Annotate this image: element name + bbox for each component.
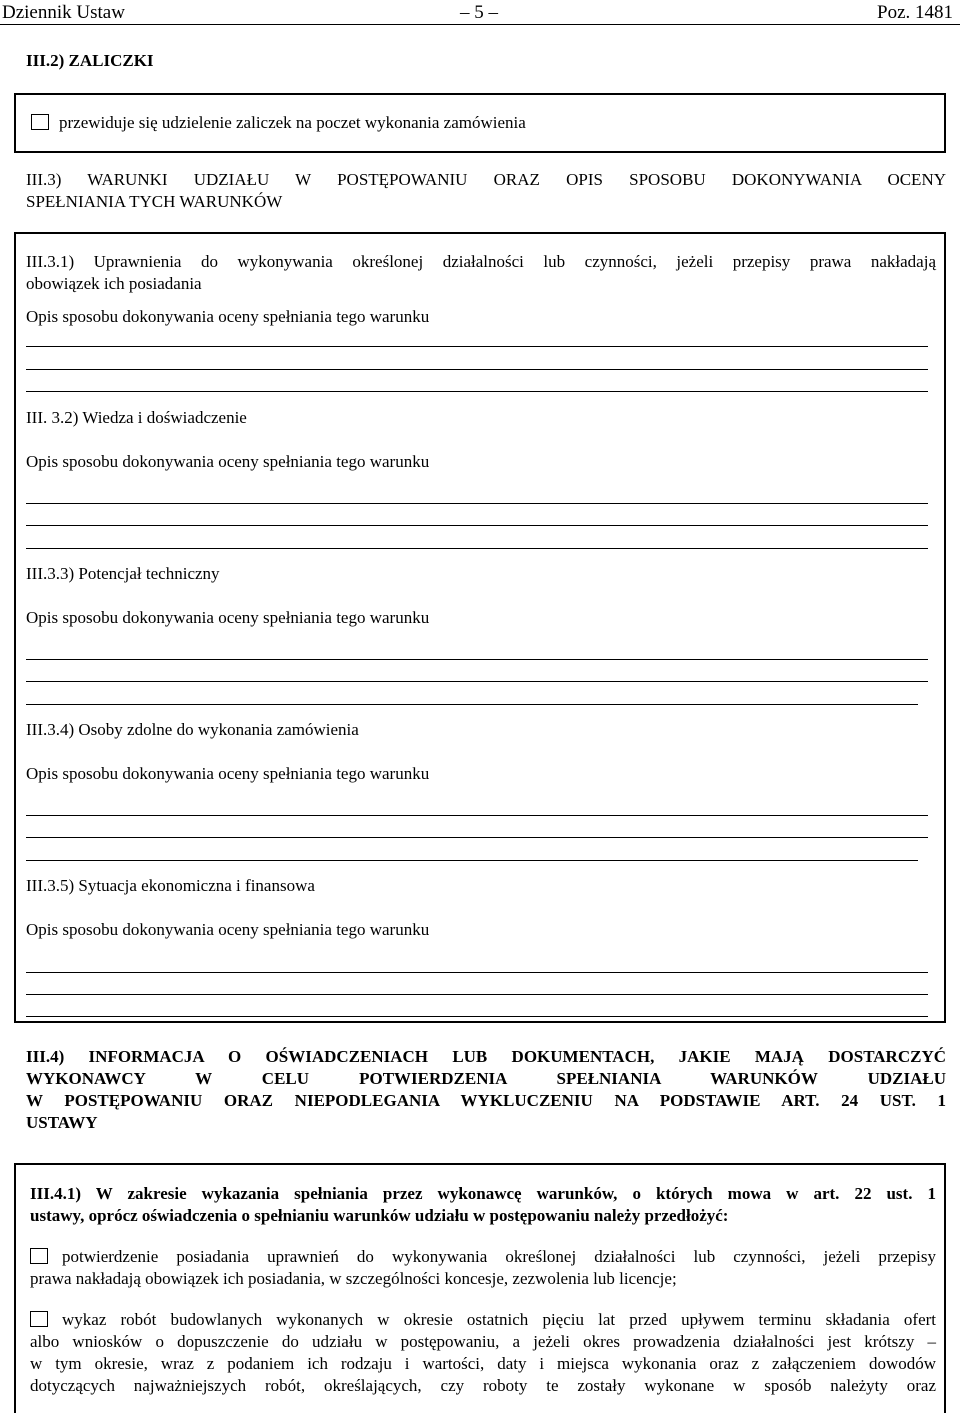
- statements-heading-line3: W POSTĘPOWANIU ORAZ NIEPODLEGANIA WYKLUCZENIU NA PODSTAWIE ART. 24 UST. 1: [26, 1091, 946, 1110]
- statements-heading-line1: III.4) INFORMACJA O OŚWIADCZENIACH LUB DOKUMENTACH, JAKIE MAJĄ DOSTARCZYĆ: [26, 1047, 946, 1066]
- answer-line[interactable]: [26, 972, 928, 973]
- answer-line[interactable]: [26, 815, 928, 816]
- page-number: – 5 –: [460, 2, 498, 23]
- condition-title-1-cont: obowiązek ich posiadania: [26, 274, 202, 293]
- opis-label: Opis sposobu dokonywania oceny spełniania tego warunku: [26, 764, 430, 783]
- advances-option[interactable]: [31, 112, 526, 134]
- condition-title-1: III.3.1) Uprawnienia do wykonywania określonej działalności lub czynności, jeżeli przepisy prawa nakładają: [26, 252, 936, 271]
- opis-label: Opis sposobu dokonywania oceny spełniania tego warunku: [26, 452, 430, 471]
- answer-line[interactable]: [26, 1016, 928, 1017]
- works-list-option-line4: dotyczących najważniejszych robót, określających, czy roboty te zostały wykonane w sposób należyty oraz: [30, 1376, 936, 1395]
- answer-line[interactable]: [26, 994, 928, 995]
- answer-line[interactable]: [26, 548, 928, 549]
- advances-checkbox-label: przewiduje się udzielenie zaliczek na poczet wykonania zamówienia: [59, 113, 526, 132]
- permit-option-line1: potwierdzenie posiadania uprawnień do wykonywania określonej działalności lub czynności, jeżeli przepisy: [62, 1247, 936, 1266]
- permit-checkbox[interactable]: [30, 1248, 48, 1264]
- works-list-checkbox[interactable]: [30, 1311, 48, 1327]
- condition-title-2: III. 3.2) Wiedza i doświadczenie: [26, 408, 247, 427]
- answer-line[interactable]: [26, 704, 918, 705]
- answer-line[interactable]: [26, 659, 928, 660]
- conditions-heading-line1: III.3) WARUNKI UDZIAŁU W POSTĘPOWANIU ORAZ OPIS SPOSOBU DOKONYWANIA OCENY: [26, 170, 946, 189]
- advances-checkbox[interactable]: [31, 114, 49, 130]
- statements-heading-line4: USTAWY: [26, 1113, 98, 1132]
- works-list-option-line1: wykaz robót budowlanych wykonanych w okresie ostatnich pięciu lat przed upływem terminu składania ofert: [62, 1310, 936, 1329]
- opis-label: Opis sposobu dokonywania oceny spełniania tego warunku: [26, 920, 430, 939]
- statements-subheading-line2: ustawy, oprócz oświadczenia o spełnianiu warunków udziału w postępowaniu należy przedłożyć:: [30, 1206, 729, 1225]
- advances-box: [14, 93, 946, 153]
- conditions-heading-line2: SPEŁNIANIA TYCH WARUNKÓW: [26, 192, 283, 211]
- answer-line[interactable]: [26, 525, 928, 526]
- works-list-option-line2: albo wniosków o dopuszczenie do udziału w postępowaniu, a jeżeli okres prowadzenia działalności jest krótszy –: [30, 1332, 936, 1351]
- permit-option-line2: prawa nakładają obowiązek ich posiadania, w szczególności koncesje, zezwolenia lub licencje;: [30, 1269, 677, 1288]
- answer-line[interactable]: [26, 346, 928, 347]
- journal-title: Dziennik Ustaw: [2, 2, 125, 23]
- statements-heading-line2: WYKONAWCY W CELU POTWIERDZENIA SPEŁNIANIA WARUNKÓW UDZIAŁU: [26, 1069, 946, 1088]
- opis-label: Opis sposobu dokonywania oceny spełniania tego warunku: [26, 608, 430, 627]
- condition-title-3: III.3.3) Potencjał techniczny: [26, 564, 220, 583]
- opis-label: Opis sposobu dokonywania oceny spełniania tego warunku: [26, 307, 430, 326]
- header-rule: [0, 24, 960, 25]
- position-number: Poz. 1481: [877, 2, 953, 23]
- answer-line[interactable]: [26, 681, 928, 682]
- condition-title-4: III.3.4) Osoby zdolne do wykonania zamówienia: [26, 720, 359, 739]
- answer-line[interactable]: [26, 391, 928, 392]
- answer-line[interactable]: [26, 860, 918, 861]
- answer-line[interactable]: [26, 837, 928, 838]
- condition-title-5: III.3.5) Sytuacja ekonomiczna i finansowa: [26, 876, 315, 895]
- answer-line[interactable]: [26, 503, 928, 504]
- statements-subheading-line1: III.4.1) W zakresie wykazania spełniania przez wykonawcę warunków, o których mowa w art. 22 ust. 1: [30, 1184, 936, 1203]
- answer-line[interactable]: [26, 369, 928, 370]
- advances-heading: III.2) ZALICZKI: [26, 51, 154, 70]
- works-list-option-line3: w tym okresie, wraz z podaniem ich rodzaju i wartości, daty i miejsca wykonania oraz z załączeniem dowodów: [30, 1354, 936, 1373]
